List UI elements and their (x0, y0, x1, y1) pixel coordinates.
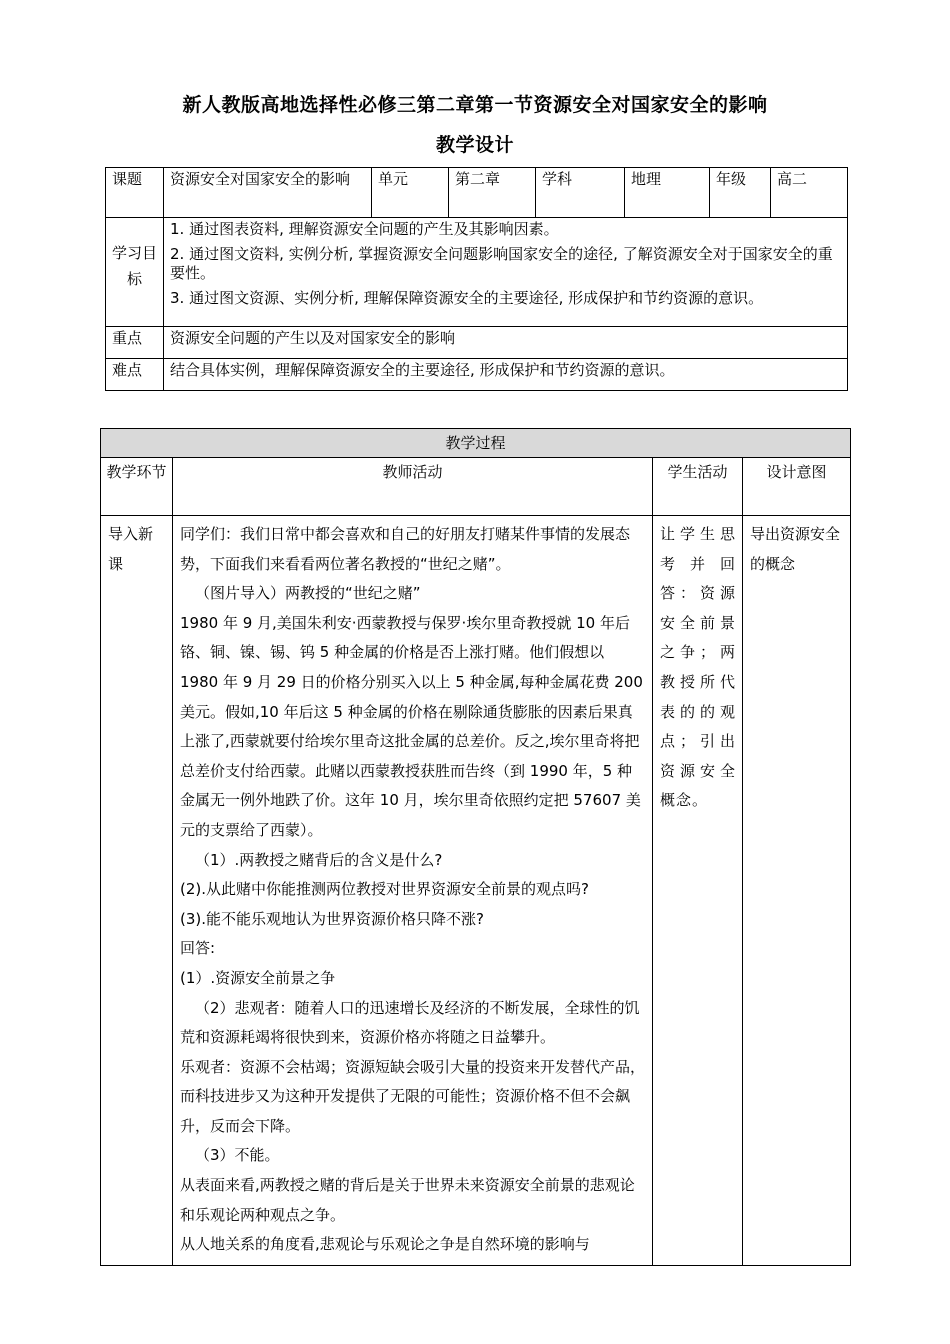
document-title: 新人教版高地选择性必修三第二章第一节资源安全对国家安全的影响 (182, 94, 768, 116)
document-subtitle: 教学设计 (435, 134, 514, 156)
teacher-paragraph: (2).从此赌中你能推测两位教授对世界资源安全前景的观点吗? (180, 880, 589, 899)
topic-label: 课题 (106, 168, 164, 218)
unit-label: 单元 (372, 168, 449, 218)
student-activity-cell: 让学生思考并回答：资源安全前景之争；两教授所代表的的观点；引出资源安全概念。 (653, 516, 743, 1266)
teacher-paragraph: （1）.两教授之赌背后的含义是什么? (195, 850, 443, 869)
teacher-paragraph: （图片导入）两教授的“世纪之赌” (195, 584, 421, 603)
col-teacher-header: 教师活动 (173, 458, 653, 516)
unit-value: 第二章 (449, 168, 536, 218)
grade-value: 高二 (771, 168, 848, 218)
teaching-process-table (100, 428, 851, 1266)
teacher-paragraph: (1）.资源安全前景之争 (180, 968, 336, 987)
col-intent-header: 设计意图 (743, 458, 851, 516)
key-point-label: 重点 (106, 327, 164, 359)
teacher-activity-cell (173, 516, 653, 1266)
stage-cell: 导入新课 (101, 516, 173, 1266)
subject-label: 学科 (536, 168, 625, 218)
objectives-label: 学习目标 (106, 218, 164, 327)
design-intent-cell: 导出资源安全的概念 (743, 516, 851, 1266)
teacher-paragraph: 从表面来看,两教授之赌的背后是关于世界未来资源安全前景的悲观论和乐观论两种观点之争。 (180, 1176, 635, 1224)
difficulty-label: 难点 (106, 359, 164, 391)
teacher-paragraph: 从人地关系的角度看,悲观论与乐观论之争是自然环境的影响与 (180, 1235, 590, 1254)
key-point-value: 资源安全问题的产生以及对国家安全的影响 (164, 327, 848, 359)
topic-value: 资源安全对国家安全的影响 (164, 168, 372, 218)
objectives-list (164, 218, 848, 327)
teacher-paragraph: 同学们：我们日常中都会喜欢和自己的好朋友打赌某件事情的发展态势，下面我们来看看两位著名教授的“世纪之赌”。 (180, 525, 631, 573)
teacher-paragraph: 乐观者：资源不会枯竭；资源短缺会吸引大量的投资来开发替代产品，而科技进步又为这种开发提供了无限的可能性；资源价格不但不会飙升，反而会下降。 (180, 1057, 646, 1135)
teacher-paragraph: （3）不能。 (195, 1146, 280, 1165)
objective-item: 1. 通过图表资料, 理解资源安全问题的产生及其影响因素。 (170, 220, 559, 238)
col-student-header: 学生活动 (653, 458, 743, 516)
col-stage-header: 教学环节 (101, 458, 173, 516)
teacher-paragraph: 回答: (180, 939, 216, 958)
teacher-paragraph: 1980 年 9 月,美国朱利安·西蒙教授与保罗·埃尔里奇教授就 10 年后铬、铜、镍、锡、钨 5 种金属的价格是否上涨打赌。他们假想以 1980 年 9 月 29 日的价格分别买入以上 5 种金属,每种金属花费 200 美元。假如,10 年后这 5 种金属的价格在剔除通货膨胀的因素后果真上涨了,西蒙就要付给埃尔里奇这批金属的总差价。反之,埃尔里奇将把总差价支付给西蒙。此赌以西蒙教授获胜而告终（到 1990 年，5 种金属无一例外地跌了价。这年 10 月，埃尔里奇依照约定把 57607 美元的支票给了西蒙）。 (180, 613, 643, 839)
difficulty-value: 结合具体实例，理解保障资源安全的主要途径, 形成保护和节约资源的意识。 (164, 359, 848, 391)
objective-item: 2. 通过图文资料, 实例分析, 掌握资源安全问题影响国家安全的途径, 了解资源安全对于国家安全的重要性。 (170, 245, 833, 282)
grade-label: 年级 (710, 168, 771, 218)
lesson-info-table (105, 167, 848, 391)
teacher-paragraph: (3).能不能乐观地认为世界资源价格只降不涨? (180, 909, 484, 928)
teacher-paragraph: （2）悲观者：随着人口的迅速增长及经济的不断发展，全球性的饥荒和资源耗竭将很快到来，资源价格亦将随之日益攀升。 (180, 998, 640, 1047)
process-header: 教学过程 (101, 429, 851, 458)
objective-item: 3. 通过图文资源、实例分析, 理解保障资源安全的主要途径, 形成保护和节约资源的意识。 (170, 289, 764, 307)
subject-value: 地理 (625, 168, 710, 218)
